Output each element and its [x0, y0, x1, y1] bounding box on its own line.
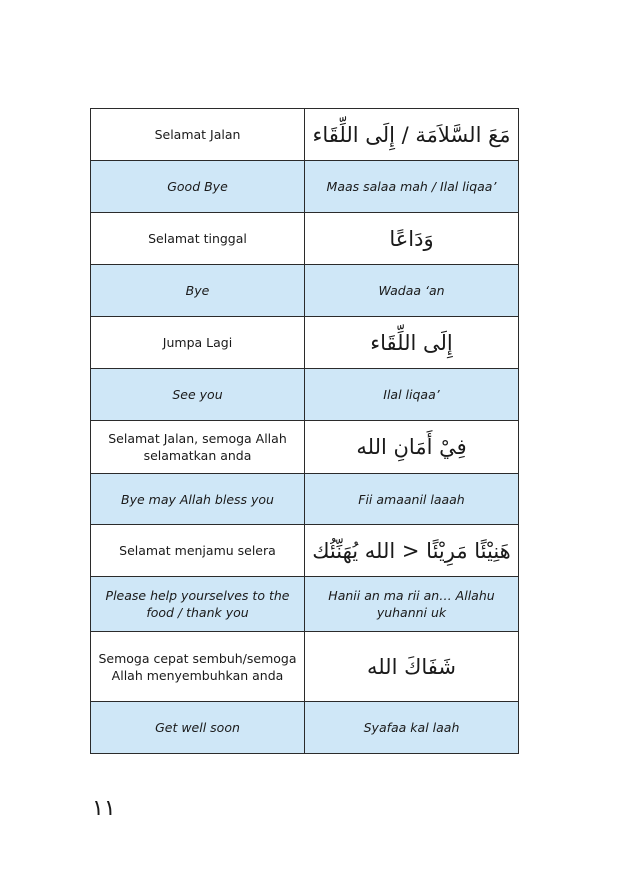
table-row [91, 421, 519, 474]
page-number: ١١ [92, 796, 116, 821]
malay-phrase: Selamat menjamu selera [91, 525, 305, 577]
malay-phrase: Semoga cepat sembuh/semoga Allah menyembuhkan anda [91, 632, 305, 702]
table-row [91, 702, 519, 754]
transliteration: Maas salaa mah / Ilal liqaa’ [305, 161, 519, 213]
arabic-phrase: مَعَ السَّلاَمَة / إِلَى اللِّقَاء [305, 109, 519, 161]
transliteration: Wadaa ‘an [305, 265, 519, 317]
table-row [91, 109, 519, 161]
table-row [91, 474, 519, 525]
english-translation: See you [91, 369, 305, 421]
arabic-phrase: فِيْ أَمَانِ الله [305, 421, 519, 474]
transliteration: Ilal liqaa’ [305, 369, 519, 421]
malay-phrase: Jumpa Lagi [91, 317, 305, 369]
table-row [91, 213, 519, 265]
table-row [91, 161, 519, 213]
arabic-phrase: وَدَاعًا [305, 213, 519, 265]
arabic-phrase: هَنِيْئًا مَرِيْئًا < الله يُهَنِّئُك [305, 525, 519, 577]
transliteration: Syafaa kal laah [305, 702, 519, 754]
table-row [91, 577, 519, 632]
arabic-phrase: شَفَاكَ الله [305, 632, 519, 702]
malay-phrase: Selamat tinggal [91, 213, 305, 265]
arabic-phrase: إِلَى اللِّقَاء [305, 317, 519, 369]
phrase-table [90, 108, 519, 754]
english-translation: Good Bye [91, 161, 305, 213]
table-row [91, 525, 519, 577]
malay-phrase: Selamat Jalan, semoga Allah selamatkan anda [91, 421, 305, 474]
malay-phrase: Selamat Jalan [91, 109, 305, 161]
english-translation: Get well soon [91, 702, 305, 754]
english-translation: Bye may Allah bless you [91, 474, 305, 525]
table-row [91, 369, 519, 421]
transliteration: Hanii an ma rii an… Allahu yuhanni uk [305, 577, 519, 632]
transliteration: Fii amaanil laaah [305, 474, 519, 525]
english-translation: Please help yourselves to the food / thank you [91, 577, 305, 632]
table-row [91, 317, 519, 369]
english-translation: Bye [91, 265, 305, 317]
table-row [91, 265, 519, 317]
table-row [91, 632, 519, 702]
